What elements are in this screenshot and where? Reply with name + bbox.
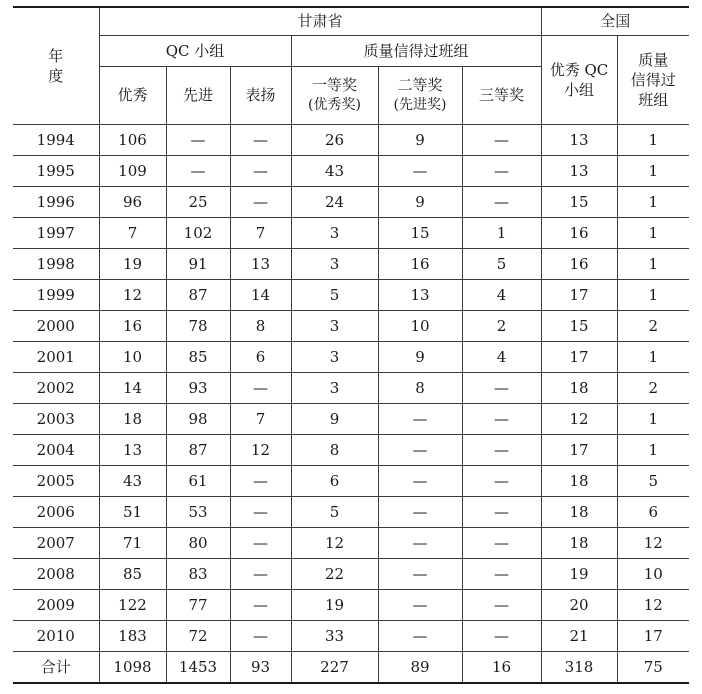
national-quality-line2: 信得过 [630, 70, 676, 89]
cell-nat-quality: 1 [617, 435, 689, 466]
cell-prize1: 22 [291, 559, 378, 590]
cell-nat-quality: 1 [617, 404, 689, 435]
cell-year: 2004 [13, 435, 99, 466]
cell-qc-excellent: 19 [99, 249, 166, 280]
cell-prize1: 3 [291, 342, 378, 373]
second-prize-line1: 二等奖 [397, 75, 443, 94]
cell-prize1: 33 [291, 621, 378, 652]
cell-prize3: 5 [462, 249, 541, 280]
cell-year: 1998 [13, 249, 99, 280]
cell-qc-advanced: 61 [166, 466, 230, 497]
third-prize-header: 三等奖 [462, 67, 541, 125]
cell-qc-advanced: 87 [166, 435, 230, 466]
cell-year: 1994 [13, 125, 99, 156]
cell-nat-qc: 20 [541, 590, 617, 621]
cell-prize3: 1 [462, 218, 541, 249]
cell-nat-quality: 1 [617, 280, 689, 311]
cell-year: 2005 [13, 466, 99, 497]
second-prize-line2: (先进奖) [393, 97, 447, 114]
cell-nat-quality: 6 [617, 497, 689, 528]
cell-year: 2008 [13, 559, 99, 590]
cell-qc-excellent: 183 [99, 621, 166, 652]
excellent-header: 优秀 [99, 67, 166, 125]
cell-prize2: 89 [378, 652, 462, 684]
table-row [13, 280, 689, 311]
cell-nat-qc: 21 [541, 621, 617, 652]
cell-year: 1996 [13, 187, 99, 218]
cell-qc-excellent: 10 [99, 342, 166, 373]
cell-year: 1995 [13, 156, 99, 187]
cell-nat-quality: 17 [617, 621, 689, 652]
cell-nat-quality: 1 [617, 187, 689, 218]
cell-prize2: — [378, 435, 462, 466]
cell-prize1: 3 [291, 218, 378, 249]
cell-qc-advanced: 78 [166, 311, 230, 342]
table-row [13, 218, 689, 249]
cell-prize2: — [378, 590, 462, 621]
cell-qc-advanced: 80 [166, 528, 230, 559]
national-qc-line1: 优秀 QC [549, 60, 609, 79]
national-quality-line1: 质量 [638, 50, 669, 69]
cell-prize1: 19 [291, 590, 378, 621]
cell-nat-qc: 15 [541, 311, 617, 342]
cell-prize2: 9 [378, 187, 462, 218]
cell-year: 2009 [13, 590, 99, 621]
cell-prize2: — [378, 621, 462, 652]
cell-qc-advanced: 77 [166, 590, 230, 621]
total-row [13, 652, 689, 684]
cell-qc-commend: 12 [230, 435, 291, 466]
cell-qc-excellent: 12 [99, 280, 166, 311]
cell-prize2: — [378, 466, 462, 497]
cell-qc-advanced: — [166, 125, 230, 156]
table-row [13, 590, 689, 621]
cell-qc-advanced: 72 [166, 621, 230, 652]
cell-nat-quality: 5 [617, 466, 689, 497]
cell-qc-excellent: 1098 [99, 652, 166, 684]
table-row [13, 311, 689, 342]
cell-nat-quality: 12 [617, 590, 689, 621]
cell-prize3: — [462, 125, 541, 156]
table-row [13, 528, 689, 559]
cell-prize2: — [378, 559, 462, 590]
cell-year: 2000 [13, 311, 99, 342]
cell-nat-qc: 16 [541, 249, 617, 280]
cell-qc-commend: 6 [230, 342, 291, 373]
table-row [13, 435, 689, 466]
table-row [13, 497, 689, 528]
cell-prize2: 8 [378, 373, 462, 404]
table-row [13, 187, 689, 218]
cell-nat-qc: 17 [541, 435, 617, 466]
cell-nat-qc: 13 [541, 125, 617, 156]
second-prize-header [378, 67, 462, 125]
cell-qc-commend: 14 [230, 280, 291, 311]
cell-qc-advanced: 98 [166, 404, 230, 435]
cell-prize1: 43 [291, 156, 378, 187]
cell-qc-excellent: 14 [99, 373, 166, 404]
cell-prize1: 3 [291, 311, 378, 342]
cell-qc-excellent: 109 [99, 156, 166, 187]
cell-prize3: — [462, 528, 541, 559]
quality-trust-group-header: 质量信得过班组 [291, 36, 541, 67]
cell-year: 合计 [13, 652, 99, 684]
cell-year: 2010 [13, 621, 99, 652]
commend-header: 表扬 [230, 67, 291, 125]
cell-nat-qc: 18 [541, 497, 617, 528]
cell-qc-advanced: 87 [166, 280, 230, 311]
cell-qc-commend: — [230, 373, 291, 404]
cell-nat-quality: 1 [617, 125, 689, 156]
table-row [13, 125, 689, 156]
cell-prize1: 5 [291, 280, 378, 311]
cell-nat-quality: 1 [617, 156, 689, 187]
cell-prize3: — [462, 590, 541, 621]
table-row [13, 621, 689, 652]
cell-year: 2006 [13, 497, 99, 528]
table-body [13, 125, 689, 684]
gansu-header: 甘肃省 [99, 7, 541, 36]
cell-nat-quality: 75 [617, 652, 689, 684]
table-header [13, 7, 689, 125]
cell-prize1: 9 [291, 404, 378, 435]
cell-prize3: — [462, 621, 541, 652]
cell-qc-commend: — [230, 125, 291, 156]
cell-prize1: 6 [291, 466, 378, 497]
cell-nat-quality: 2 [617, 311, 689, 342]
cell-qc-advanced: 25 [166, 187, 230, 218]
cell-nat-qc: 12 [541, 404, 617, 435]
cell-qc-excellent: 7 [99, 218, 166, 249]
cell-prize2: — [378, 156, 462, 187]
cell-prize2: — [378, 404, 462, 435]
cell-year: 1997 [13, 218, 99, 249]
cell-prize3: — [462, 435, 541, 466]
cell-nat-quality: 1 [617, 342, 689, 373]
national-qc-header [541, 36, 617, 125]
cell-prize3: 4 [462, 342, 541, 373]
cell-qc-advanced: 93 [166, 373, 230, 404]
national-quality-header [617, 36, 689, 125]
cell-prize3: — [462, 373, 541, 404]
cell-nat-quality: 1 [617, 218, 689, 249]
first-prize-line2: (优秀奖) [308, 97, 361, 114]
qc-group-header: QC 小组 [99, 36, 291, 67]
cell-qc-commend: — [230, 621, 291, 652]
cell-qc-excellent: 96 [99, 187, 166, 218]
cell-prize2: 13 [378, 280, 462, 311]
table-wrapper [13, 6, 689, 684]
cell-prize3: — [462, 497, 541, 528]
cell-qc-commend: — [230, 156, 291, 187]
cell-nat-qc: 13 [541, 156, 617, 187]
cell-qc-excellent: 18 [99, 404, 166, 435]
cell-qc-commend: 7 [230, 218, 291, 249]
cell-qc-advanced: 83 [166, 559, 230, 590]
cell-qc-excellent: 71 [99, 528, 166, 559]
cell-year: 2003 [13, 404, 99, 435]
national-quality-line3: 班组 [638, 91, 669, 110]
cell-prize1: 5 [291, 497, 378, 528]
cell-qc-excellent: 122 [99, 590, 166, 621]
advanced-header: 先进 [166, 67, 230, 125]
cell-qc-advanced: — [166, 156, 230, 187]
cell-prize3: — [462, 187, 541, 218]
cell-nat-qc: 15 [541, 187, 617, 218]
cell-year: 2002 [13, 373, 99, 404]
cell-qc-excellent: 85 [99, 559, 166, 590]
cell-prize2: 9 [378, 125, 462, 156]
national-qc-line2: 小组 [563, 81, 594, 99]
cell-qc-commend: — [230, 559, 291, 590]
cell-qc-advanced: 1453 [166, 652, 230, 684]
cell-qc-excellent: 43 [99, 466, 166, 497]
cell-prize3: — [462, 404, 541, 435]
national-header: 全国 [541, 7, 689, 36]
cell-prize2: — [378, 528, 462, 559]
cell-prize2: 15 [378, 218, 462, 249]
table-row [13, 342, 689, 373]
cell-prize3: — [462, 559, 541, 590]
cell-prize2: — [378, 497, 462, 528]
cell-qc-advanced: 85 [166, 342, 230, 373]
cell-qc-excellent: 16 [99, 311, 166, 342]
table-row [13, 466, 689, 497]
year-header [13, 7, 99, 125]
cell-qc-excellent: 106 [99, 125, 166, 156]
cell-qc-commend: 93 [230, 652, 291, 684]
cell-qc-advanced: 53 [166, 497, 230, 528]
cell-qc-advanced: 91 [166, 249, 230, 280]
cell-qc-commend: — [230, 528, 291, 559]
cell-prize1: 3 [291, 373, 378, 404]
cell-qc-advanced: 102 [166, 218, 230, 249]
table-row [13, 373, 689, 404]
cell-prize2: 9 [378, 342, 462, 373]
cell-prize1: 227 [291, 652, 378, 684]
cell-nat-quality: 10 [617, 559, 689, 590]
cell-prize2: 16 [378, 249, 462, 280]
cell-nat-qc: 318 [541, 652, 617, 684]
table-row [13, 404, 689, 435]
year-header-line1: 年 [48, 46, 64, 65]
year-header-line2: 度 [48, 67, 64, 85]
awards-table [13, 6, 689, 684]
cell-prize3: — [462, 156, 541, 187]
cell-nat-quality: 2 [617, 373, 689, 404]
cell-prize1: 24 [291, 187, 378, 218]
table-row [13, 559, 689, 590]
cell-qc-commend: 13 [230, 249, 291, 280]
cell-prize3: — [462, 466, 541, 497]
cell-prize1: 26 [291, 125, 378, 156]
cell-prize1: 8 [291, 435, 378, 466]
cell-year: 2001 [13, 342, 99, 373]
table-row [13, 249, 689, 280]
cell-nat-qc: 17 [541, 342, 617, 373]
cell-nat-quality: 1 [617, 249, 689, 280]
cell-year: 1999 [13, 280, 99, 311]
table-row [13, 156, 689, 187]
cell-prize3: 4 [462, 280, 541, 311]
cell-nat-qc: 17 [541, 280, 617, 311]
cell-nat-qc: 16 [541, 218, 617, 249]
cell-prize2: 10 [378, 311, 462, 342]
cell-qc-commend: 8 [230, 311, 291, 342]
cell-nat-qc: 19 [541, 559, 617, 590]
cell-qc-excellent: 13 [99, 435, 166, 466]
cell-prize1: 3 [291, 249, 378, 280]
first-prize-header [291, 67, 378, 125]
cell-prize3: 16 [462, 652, 541, 684]
cell-year: 2007 [13, 528, 99, 559]
cell-prize1: 12 [291, 528, 378, 559]
first-prize-line1: 一等奖 [311, 75, 357, 94]
cell-qc-commend: — [230, 497, 291, 528]
cell-nat-qc: 18 [541, 528, 617, 559]
cell-nat-qc: 18 [541, 466, 617, 497]
cell-nat-quality: 12 [617, 528, 689, 559]
cell-qc-commend: — [230, 466, 291, 497]
cell-prize3: 2 [462, 311, 541, 342]
cell-qc-commend: — [230, 187, 291, 218]
cell-qc-excellent: 51 [99, 497, 166, 528]
cell-nat-qc: 18 [541, 373, 617, 404]
cell-qc-commend: 7 [230, 404, 291, 435]
cell-qc-commend: — [230, 590, 291, 621]
